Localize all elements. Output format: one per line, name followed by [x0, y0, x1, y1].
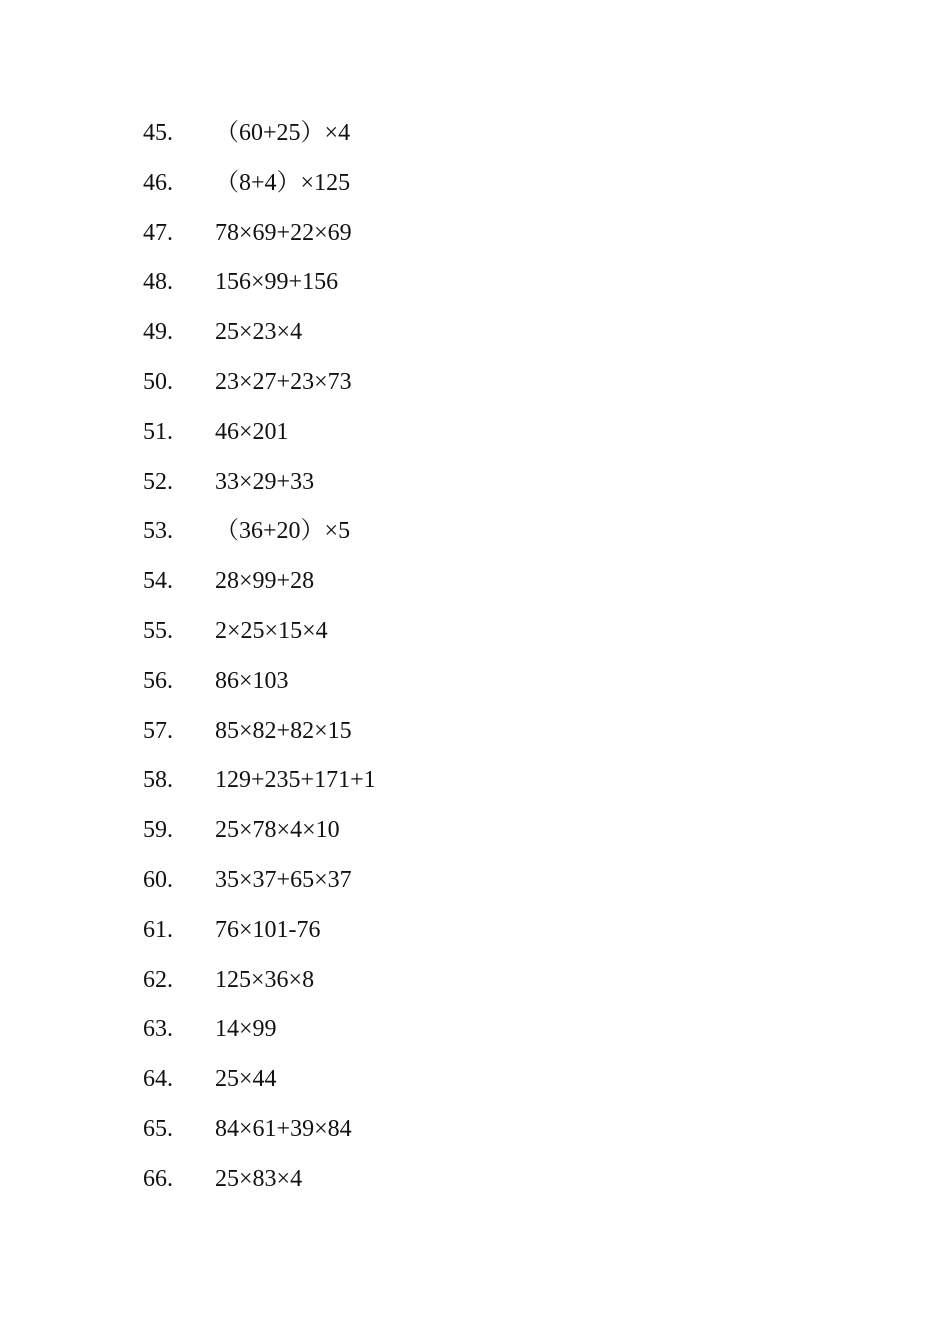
problem-number: 62.: [143, 966, 173, 993]
problem-item-46: [143, 164, 643, 214]
problem-number: 47.: [143, 219, 173, 246]
problem-expression: （36+20）×5: [215, 518, 351, 545]
problem-number: 52.: [143, 468, 173, 495]
problem-expression: 78×69+22×69: [215, 219, 352, 246]
problem-number: 58.: [143, 767, 173, 794]
problem-expression: 85×82+82×15: [215, 717, 352, 744]
problem-expression: 129+235+171+1: [215, 767, 376, 794]
problem-number: 64.: [143, 1066, 173, 1093]
problem-expression: 156×99+156: [215, 269, 339, 296]
problem-number: 46.: [143, 169, 173, 196]
problem-item-56: [143, 662, 643, 712]
problem-number: 51.: [143, 418, 173, 445]
problem-expression: （60+25）×4: [215, 120, 351, 146]
problem-item-52: [143, 463, 643, 513]
problem-number: 53.: [143, 518, 173, 545]
problem-number: 56.: [143, 667, 173, 694]
problem-item-53: [143, 512, 643, 562]
problem-item-57: [143, 712, 643, 762]
problem-item-64: [143, 1060, 643, 1110]
problem-expression: 25×23×4: [215, 319, 303, 346]
problem-expression: （8+4）×125: [215, 169, 351, 196]
problem-item-55: [143, 612, 643, 662]
problem-number: 61.: [143, 916, 173, 943]
problem-number: 63.: [143, 1016, 173, 1043]
problem-expression: 28×99+28: [215, 568, 315, 595]
problem-item-58: [143, 761, 643, 811]
problem-expression: 35×37+65×37: [215, 866, 352, 893]
problem-item-60: [143, 861, 643, 911]
problem-item-65: [143, 1110, 643, 1160]
problem-number: 60.: [143, 866, 173, 893]
problem-expression: 23×27+23×73: [215, 368, 352, 395]
problem-number: 55.: [143, 617, 173, 644]
problem-item-48: [143, 263, 643, 313]
problem-number: 59.: [143, 817, 173, 844]
problem-item-61: [143, 911, 643, 961]
problem-item-47: [143, 214, 643, 264]
problem-item-59: [143, 811, 643, 861]
problem-expression: 14×99: [215, 1016, 277, 1043]
problem-number: 57.: [143, 717, 173, 744]
problem-expression: 84×61+39×84: [215, 1115, 352, 1142]
problem-expression: 2×25×15×4: [215, 617, 328, 644]
problem-number: 48.: [143, 269, 173, 296]
problem-number: 50.: [143, 368, 173, 395]
problem-expression: 125×36×8: [215, 966, 315, 993]
problem-item-45: [143, 114, 643, 164]
problem-number: 66.: [143, 1165, 173, 1192]
problem-expression: 76×101-76: [215, 916, 321, 943]
problem-expression: 86×103: [215, 667, 289, 694]
problem-expression: 25×78×4×10: [215, 817, 340, 844]
problem-item-49: [143, 313, 643, 363]
problem-item-51: [143, 413, 643, 463]
problem-number: 65.: [143, 1115, 173, 1142]
problem-number: 49.: [143, 319, 173, 346]
problem-item-66: [143, 1160, 643, 1210]
problem-item-63: [143, 1010, 643, 1060]
problem-item-62: [143, 961, 643, 1011]
problem-number: 54.: [143, 568, 173, 595]
problem-expression: 25×83×4: [215, 1165, 303, 1192]
problem-expression: 46×201: [215, 418, 289, 445]
problem-number: 45.: [143, 120, 173, 146]
problem-item-54: [143, 562, 643, 612]
problem-list: [143, 114, 643, 1210]
problem-item-50: [143, 363, 643, 413]
problem-expression: 33×29+33: [215, 468, 315, 495]
problem-expression: 25×44: [215, 1066, 277, 1093]
